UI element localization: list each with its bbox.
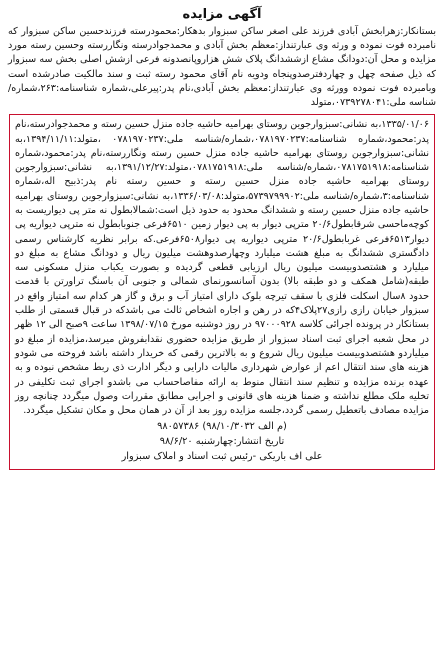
notice-footer: [15, 420, 429, 464]
notice-body-paragraph: ۱۳۳۵/۰۱/۰۶،به نشانی:سبزوارجوین روستای بهرامیه حاشیه جاده منزل حسین رسته و محمدجوادرسته،نام پدر:محمود،شماره شناسنامه:۰۷۸۱۹۷۰۲۳۷،شماره/شناسه ملی:۰۷۸۱۹۷۰۲۳۷ ،متولد:۱۳۹۴/۱۱/۱۱،به نشانی:سبزوارجوین روستای بهرامیه حاشیه جاده منزل حسین رسته ونگاررسته،نام پدر:محمود،شماره شناسنامه:۰۷۸۱۷۵۱۹۱۸،شماره/شناسه ملی:۰۷۸۱۷۵۱۹۱۸،متولد:۱۳۹۱/۱۲/۲۷،به نشانی:سبزوارجوین روستای بهرامیه حاشیه جاده منزل حسین رسته و حسین رسته نام پدر:ذبیح اله،شماره شناسنامه:۳،شماره/شناسه ملی:۵۷۳۹۷۹۹۹۰۲،متولد:۱۳۳۶/۰۳/۰۸،به نشانی:سبزوارجوین روستای بهرامیه حاشیه جاده منزل حسین رسته و ششدانگ محدود به حدود ذیل است:شمالابطول نه متر پی دیواریست به کوچه‌ماحسی شرقابطول۲۰/۶ مترپی دیوار به پی دیوار زمین ۶۵۱۰فرعی جنوبابطول نه مترپی دیواریه پی دیوار۶۵۱۳فرعی غربابطول۲۰/۶ مترپی دیواریه پی دیوار۶۵۰۸فرعی.که برابر نظریه کارشناس رسمی دادگستری ششدانگ به مبلغ هشت میلیارد وچهارصدوهشت میلیون ریال و دودانگ مشاع به مبلغ دو میلیارد و هشتصدوبیست میلیون ریال ارزیابی قطعی گردیده و بصورت یکباب منزل مسکونی سه طبقه(شامل همکف و دو طبقه بالا) بدون آسانسورنمای شمالی و جنوبی آن باسنگ تراورتن با قدمت حدود ۸سال اسکلت فلزی با سقف تیرچه بلوک دارای امتیاز آب و برق و گاز هر کدام سه امتیاز واقع در سبزوار خیابان رازی رازی۲۷پلاک۴که در رهن و اجاره اشخاص ثالث می باشدکه در قبال قسمتی از طلب بستانکار در پرونده اجرائی کلاسه ۹۷۰۰۰۹۲۸ در روز دوشنبه مورخ ۱۳۹۸/۰۷/۱۵ ساعت ۹صبح الی ۱۲ ظهر در محل شعبه اجرای ثبت اسناد سبزوار از طریق مزایده حضوری نقدابفروش میرسد،مزایده از مبلغ دو میلیاردو هشتصدوبیست میلیون ریال شروع و به بالاترین رقمی که خریدار داشته باشد فروخته می شودو هزینه های سند انتقال اعم از عوارض شهرداری مالیات دارایی و دیگر ادارت ذی ربط مشخص نبوده و به عهده برنده مزایده و تنظیم سند انتقال منوط به ارائه مفاصاحساب می باشدو اجرای ثبت تکلیفی در تخلیه ملک مطلع نداشته و ضمنا هزینه های قانونی و اجرایی مطابق مقررات وصول میگردد چنانچه روز مزایده مصادف باتعطیل رسمی گردد،جلسه مزایده روز بعد از آن در همان محل و مکان تشکیل میگردد.: [15, 119, 430, 417]
highlighted-section: [9, 114, 435, 470]
publish-date: تاریخ انتشار:چهارشنبه ۹۸/۶/۲۰: [159, 436, 285, 448]
signature-line: علی اف باریکی -رئیس ثبت اسناد و املاک سبزوار: [121, 451, 323, 463]
reference-line: (م الف ۹۸/۱۰/۳۰۳۲) ۹۸۰۵۷۳۸۶: [157, 421, 287, 433]
notice-title: آگهی مزایده: [182, 7, 262, 22]
notice-intro-paragraph: بستانکار:زهرابخش آبادی فرزند علی اصغر ساکن سبزوار بدهکار:محمودرسته فرزندحسین ساکن سبزوار که نامبرده فوت نموده و ورثه وی عبارتنداز:معظم بخش آبادی و محمدجوادرسته ونگاررسته وحسین رسته مورد مزایده و محل آن:دودانگ مشاع ازششدانگ پلاک شش هزاروپانصدونه فرعی ازشش اصلی بخش سه سبزوار که ذیل صفحه چهل و چهاردفترصدوپنجاه ودویه نام آقای محمود رسته ثبت و سند مالکیت صادرشده است وبامبرده فوت نموده وورثه وی عبارتنداز:معظم بخش آبادی،نام پدر:پیرعلی،شماره شناسنامه:۲۶۳،شماره/شناسه ملی:۰۷۳۹۲۷۸۰۴۱،متولد: [8, 26, 436, 109]
